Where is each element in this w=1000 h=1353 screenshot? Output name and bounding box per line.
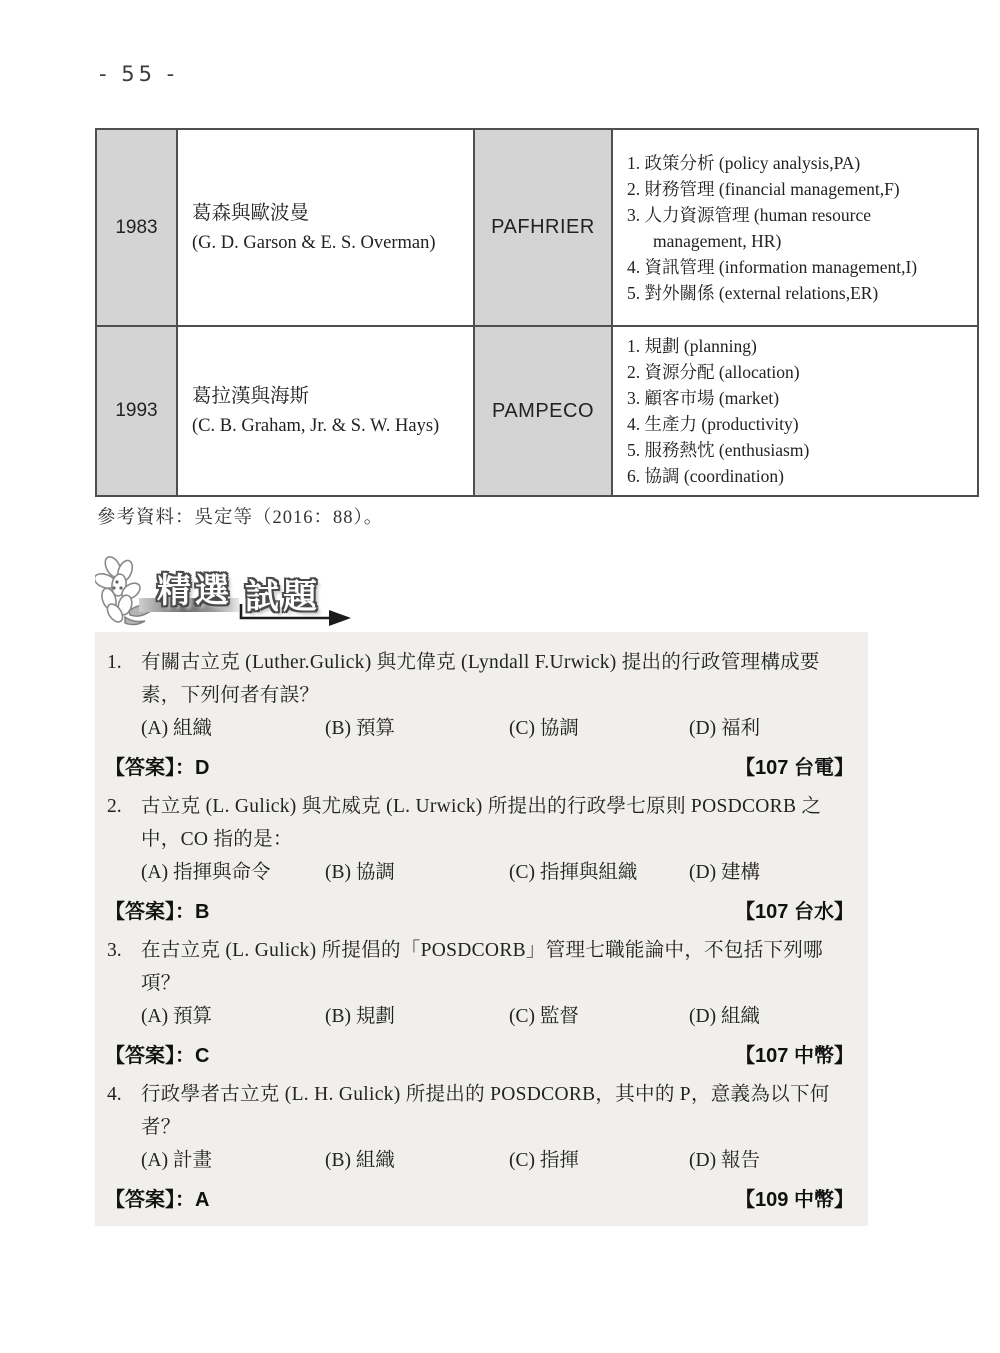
answer-row bbox=[95, 749, 868, 782]
exam-source: 【109 中幣】 bbox=[735, 1189, 854, 1211]
option-c: (C) 指揮與組織 bbox=[509, 862, 638, 883]
scholar-cell bbox=[177, 129, 474, 326]
answer-row bbox=[95, 1037, 868, 1070]
table-row bbox=[96, 129, 978, 326]
scholar-name-en: (G. D. Garson & E. S. Overman) bbox=[192, 232, 436, 253]
question-options bbox=[141, 1000, 854, 1033]
scholar-name-zh: 葛森與歐波曼 bbox=[192, 202, 310, 224]
option-b: (B) 協調 bbox=[325, 862, 395, 883]
scholar-name-zh: 葛拉漢與海斯 bbox=[192, 386, 310, 407]
list-item: 6. 協調 (coordination) bbox=[627, 466, 784, 486]
section-title-right: 試題 bbox=[245, 578, 321, 616]
question-options bbox=[141, 856, 854, 889]
option-a: (A) 指揮與命令 bbox=[141, 862, 271, 883]
question-options bbox=[141, 712, 854, 745]
scholar-cell bbox=[177, 326, 474, 496]
answer-row bbox=[95, 1181, 868, 1214]
option-b: (B) 組織 bbox=[325, 1150, 395, 1171]
answer-label: 【答案】：B bbox=[105, 901, 210, 923]
exam-source: 【107 台電】 bbox=[735, 757, 854, 779]
list-item: 5. 服務熱忱 (enthusiasm) bbox=[627, 440, 810, 460]
option-c: (C) 監督 bbox=[509, 1006, 579, 1027]
question-text: 有關古立克 (Luther.Gulick) 與尤偉克 (Lyndall F.Urwick) 提出的行政管理構成要素，下列何者有誤？ bbox=[141, 652, 820, 706]
functions-list bbox=[621, 333, 969, 489]
arrow-icon bbox=[239, 603, 355, 634]
year-cell: 1993 bbox=[96, 326, 177, 496]
answer-label: 【答案】：D bbox=[105, 757, 210, 779]
option-a: (A) 預算 bbox=[141, 1006, 212, 1027]
option-a: (A) 計畫 bbox=[141, 1150, 212, 1171]
table-row bbox=[96, 326, 978, 496]
list-item: 2. 財務管理 (financial management,F) bbox=[627, 178, 900, 199]
option-b: (B) 規劃 bbox=[325, 1006, 395, 1027]
list-item: 2. 資源分配 (allocation) bbox=[627, 362, 800, 382]
option-a: (A) 組織 bbox=[141, 718, 212, 739]
scholars-table bbox=[95, 128, 979, 497]
reference-note: 參考資料：吳定等（2016：88）。 bbox=[97, 508, 384, 528]
exam-source: 【107 台水】 bbox=[735, 901, 854, 923]
question-number: 3. bbox=[107, 940, 122, 961]
list-item: 1. 規劃 (planning) bbox=[627, 336, 757, 356]
list-item: 3. 人力資源管理 (human resource management, HR) bbox=[627, 204, 871, 251]
option-d: (D) 建構 bbox=[689, 862, 760, 883]
question-text: 在古立克 (L. Gulick) 所提倡的「POSDCORB」管理七職能論中，不包括下列哪項？ bbox=[141, 940, 823, 994]
question-item bbox=[95, 934, 868, 1070]
list-item: 5. 對外關係 (external relations,ER) bbox=[627, 282, 879, 303]
functions-cell bbox=[612, 326, 978, 496]
functions-list bbox=[621, 150, 969, 306]
question-number: 4. bbox=[107, 1084, 122, 1105]
option-d: (D) 報告 bbox=[689, 1150, 760, 1171]
flower-icon bbox=[95, 555, 157, 632]
question-number: 1. bbox=[107, 652, 122, 673]
page-number: - 55 - bbox=[99, 62, 179, 86]
list-item: 3. 顧客市場 (market) bbox=[627, 388, 780, 408]
question-item bbox=[95, 1078, 868, 1214]
list-item: 1. 政策分析 (policy analysis,PA) bbox=[627, 152, 861, 173]
answer-row bbox=[95, 893, 868, 926]
question-item bbox=[95, 646, 868, 782]
question-text: 古立克 (L. Gulick) 與尤威克 (L. Urwick) 所提出的行政學七原則 POSDCORB 之中，CO 指的是： bbox=[141, 796, 822, 850]
functions-cell bbox=[612, 129, 978, 326]
question-options bbox=[141, 1144, 854, 1177]
section-banner bbox=[95, 553, 375, 631]
option-d: (D) 組織 bbox=[689, 1006, 760, 1027]
answer-label: 【答案】：A bbox=[105, 1189, 210, 1211]
list-item: 4. 資訊管理 (information management,I) bbox=[627, 256, 918, 277]
section-title-left: 精選 bbox=[157, 572, 233, 610]
year-cell: 1983 bbox=[96, 129, 177, 326]
scholar-name-en: (C. B. Graham, Jr. & S. W. Hays) bbox=[192, 416, 440, 436]
question-item bbox=[95, 790, 868, 926]
option-d: (D) 福利 bbox=[689, 718, 760, 739]
question-text: 行政學者古立克 (L. H. Gulick) 所提出的 POSDCORB，其中的 P，意義為以下何者？ bbox=[141, 1084, 830, 1138]
option-c: (C) 指揮 bbox=[509, 1150, 579, 1171]
option-c: (C) 協調 bbox=[509, 718, 579, 739]
option-b: (B) 預算 bbox=[325, 718, 395, 739]
answer-label: 【答案】：C bbox=[105, 1045, 210, 1067]
acronym-cell: PAFHRIER bbox=[474, 129, 612, 326]
exam-source: 【107 中幣】 bbox=[735, 1045, 854, 1067]
question-number: 2. bbox=[107, 796, 122, 817]
list-item: 4. 生產力 (productivity) bbox=[627, 414, 799, 434]
acronym-cell: PAMPECO bbox=[474, 326, 612, 496]
questions-section bbox=[95, 632, 868, 1226]
